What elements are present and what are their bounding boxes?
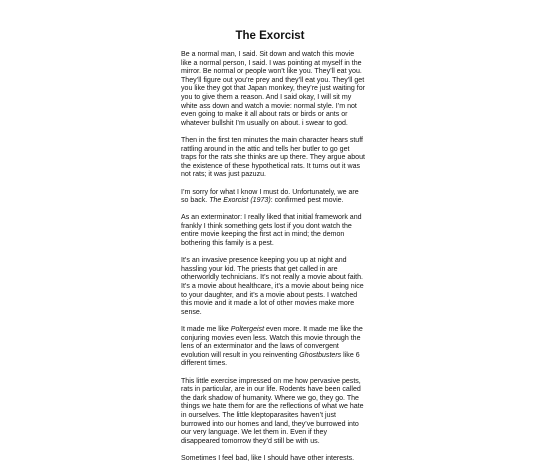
text-run: traps for the rats she thinks are up there. They argue about [181, 154, 365, 162]
paragraph-line [181, 68, 362, 77]
text-run: mirror. Be normal or people won’t like you. They’ll eat you. [181, 68, 362, 76]
text-run: hassling your kid. The priests that get called in are [181, 265, 338, 273]
text-run: to your daughter, and it’s a movie about pests. I watched [181, 291, 358, 299]
paragraph-line [181, 266, 359, 275]
paragraph-line [181, 378, 359, 387]
text-run: sense. [181, 308, 202, 316]
text-run: bothering this family is a pest. [181, 240, 274, 248]
text-run: otherworldly technicians. It’s not really a movie about faith. [181, 274, 364, 282]
paragraph-line [181, 146, 359, 155]
text-run: conjuring movies even less. Watch this movie through the [181, 334, 361, 342]
text-run: even going to make it all about rats or birds or ants or [181, 111, 348, 119]
paragraph-line [181, 395, 359, 404]
article-body [181, 51, 365, 463]
article-paragraph [181, 214, 362, 248]
text-run: whatever bullshit I’m usually on about. i swear to god. [181, 119, 348, 127]
paragraph-line [181, 223, 359, 232]
paragraph-line [181, 455, 359, 464]
paragraph-line [181, 438, 359, 447]
text-run: This little exercise impressed on me how pervasive pests, [181, 377, 361, 385]
text-run: different times. [181, 360, 228, 368]
text-run: even more. It made me like the [264, 325, 363, 333]
text-run: you like they got that Japan monkey, they’re just waiting for [181, 85, 365, 93]
article [181, 0, 365, 472]
paragraph-line [181, 412, 359, 421]
paragraph-line [181, 283, 364, 292]
paragraph-line [181, 274, 364, 283]
paragraph-line [181, 231, 359, 240]
paragraph-line [181, 111, 359, 120]
text-run: It’s a movie about healthcare, it’s a movie about being nice [181, 283, 364, 291]
paragraph-line [181, 94, 359, 103]
italic-title-text: The Exorcist (1973) [209, 197, 271, 205]
text-run: so back. [181, 197, 210, 205]
paragraph-line [181, 120, 359, 129]
text-run: It’s an invasive presence keeping you up at night and [181, 257, 347, 265]
text-run: the dark shadow of humanity. Where we go, they go. The [181, 394, 359, 402]
text-run: you to give them a reason. And I said okay, I will sit my [181, 94, 352, 102]
text-run: Be a normal man, I said. Sit down and watch this movie [181, 51, 355, 58]
paragraph-line [181, 240, 359, 249]
text-run: the existence of these hypothetical rats. It turns out it was [181, 162, 361, 170]
text-run: As an exterminator: I really liked that initial framework and [181, 214, 362, 222]
text-run: frankly I think something gets lost if you dont watch the [181, 222, 352, 230]
article-paragraph [181, 377, 364, 447]
text-run: our very language. We let them in. Even if they [181, 429, 327, 437]
paragraph-line [181, 360, 359, 369]
text-run: Then in the first ten minutes the main character hears stuff [181, 136, 364, 144]
paragraph-line [181, 163, 359, 172]
article-title: The Exorcist [235, 30, 305, 42]
paragraph-line [181, 309, 359, 318]
paragraph-line [181, 292, 359, 301]
text-run: white ass down and watch a movie: normal style. I’m not [181, 102, 357, 110]
text-run: this movie and it made a lot of other movies make more [181, 300, 355, 308]
paragraph-line [181, 325, 363, 335]
text-run: I’m sorry for what I know I must do. Unfortunately, we are [181, 188, 359, 196]
paragraph-line [181, 197, 359, 206]
paragraph-line [181, 421, 359, 430]
article-paragraph [181, 51, 365, 128]
text-run: Sometimes I feel bad, like I should have other interests. [181, 454, 355, 462]
italic-title-text: Poltergeist [230, 325, 265, 333]
paragraph-line [181, 300, 359, 309]
text-run: things we hate them for are the reflections of what we hate [181, 403, 364, 411]
text-run: like a normal person, I said. I was pointing at myself in the [181, 59, 362, 67]
paragraph-line [181, 171, 359, 180]
text-run: evolution will result in you reinventing [181, 351, 300, 359]
paragraph-line [181, 189, 359, 198]
paragraph-line [181, 154, 365, 163]
paragraph-line [181, 136, 364, 146]
article-paragraph [181, 189, 359, 206]
text-run: lens of an exterminator and the laws of convergent [181, 343, 339, 351]
paragraph-line [181, 59, 362, 69]
text-run: It made me like [181, 325, 231, 333]
text-run: They’ll figure out you’re prey and they’ll eat you. They’ll get [181, 76, 365, 84]
paragraph-line [181, 85, 365, 94]
text-run: in ourselves. The little kleptoparasites haven’t just [181, 411, 336, 419]
paragraph-line [181, 386, 359, 395]
text-run: like 6 [341, 351, 360, 359]
paragraph-line [181, 352, 359, 361]
paragraph-line [181, 103, 359, 112]
paragraph-line [181, 51, 359, 60]
article-paragraph [181, 455, 359, 464]
paragraph-line [181, 335, 359, 344]
paragraph-line [181, 343, 359, 352]
text-run: : confirmed pest movie. [270, 197, 344, 205]
text-run: disappeared tomorrow they’d still be with us. [181, 437, 320, 445]
text-run: not rats; it was just pazuzu. [181, 171, 266, 179]
paragraph-line [181, 429, 359, 438]
article-paragraph [181, 325, 363, 369]
paragraph-line [181, 214, 362, 223]
italic-title-text: Ghostbusters [299, 351, 342, 359]
text-run: rats in particular, are in our life. Rodents have been called [181, 386, 361, 394]
article-paragraph [181, 136, 365, 180]
paragraph-line [181, 257, 359, 266]
text-run: rattling around in the attic and tells her butler to go get [181, 145, 350, 153]
paragraph-line [181, 76, 365, 86]
text-run: burrowed into our homes and land, they’ve burrowed into [181, 420, 359, 428]
text-run: entire movie keeping the first act in mind; the demon [181, 231, 345, 239]
article-paragraph [181, 257, 364, 317]
